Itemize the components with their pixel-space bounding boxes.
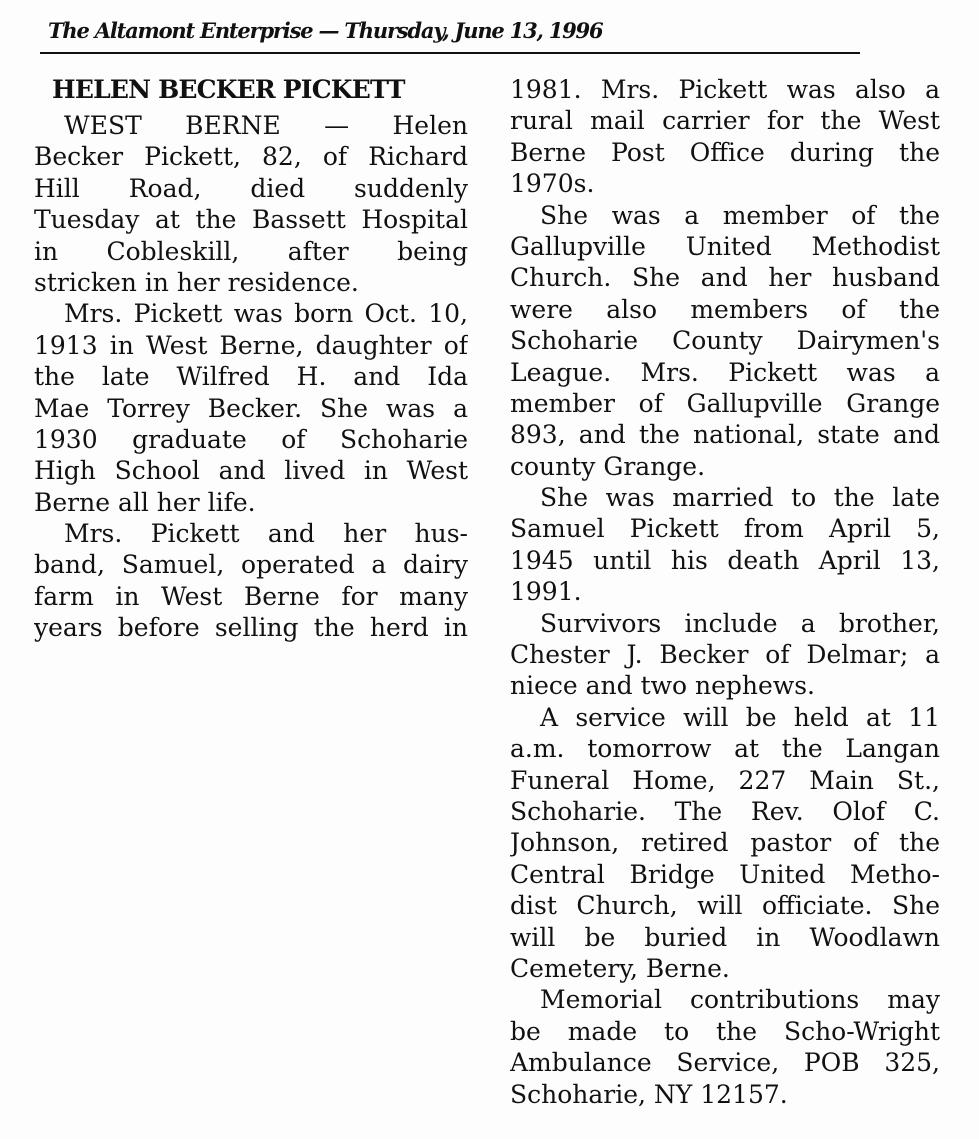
text-line: 1930 graduate of Schoharie — [34, 424, 468, 454]
masthead: The Altamont Enterprise — Thursday, June 13, 1996 — [48, 18, 603, 43]
text-line: in Cobleskill, after being — [34, 236, 468, 266]
text-line: 1991. — [510, 577, 582, 607]
text-line: be made to the Scho-Wright — [510, 1016, 940, 1046]
text-line: Mae Torrey Becker. She was a — [34, 393, 468, 423]
text-line: She was married to the late — [540, 483, 940, 513]
text-line: farm in West Berne for many — [34, 581, 468, 611]
text-line: Schoharie County Dairymen's — [510, 326, 940, 356]
text-line: Schoharie. The Rev. Olof C. — [510, 796, 940, 826]
text-line: dist Church, will officiate. She — [510, 891, 940, 921]
text-line: Funeral Home, 227 Main St., — [510, 765, 940, 795]
text-line: stricken in her residence. — [34, 267, 359, 297]
text-line: member of Gallupville Grange — [510, 388, 940, 418]
obituary-headline: HELEN BECKER PICKETT — [52, 75, 405, 104]
text-line: Gallupville United Methodist — [510, 231, 940, 261]
text-line: niece and two nephews. — [510, 671, 816, 701]
text-line: Johnson, retired pastor of the — [510, 828, 940, 858]
text-line: Mrs. Pickett and her hus- — [64, 519, 468, 549]
text-line: League. Mrs. Pickett was a — [510, 357, 940, 387]
text-line: rural mail carrier for the West — [510, 106, 940, 136]
text-line: Cemetery, Berne. — [510, 953, 730, 983]
text-line: Tuesday at the Bassett Hospital — [34, 205, 468, 235]
text-line: were also members of the — [510, 294, 940, 324]
text-line: the late Wilfred H. and Ida — [34, 362, 468, 392]
right-column — [510, 74, 940, 1110]
text-line: will be buried in Woodlawn — [510, 922, 940, 952]
text-line: Schoharie, NY 12157. — [510, 1079, 788, 1109]
text-line: WEST BERNE — Helen — [64, 111, 468, 140]
left-column — [34, 74, 468, 644]
text-line: 1970s. — [510, 169, 595, 199]
text-line: Hill Road, died suddenly — [34, 173, 468, 203]
text-line: Berne Post Office during the — [510, 137, 940, 167]
left-column-text — [34, 110, 468, 644]
text-line: Berne all her life. — [34, 487, 256, 517]
right-column-text — [510, 74, 940, 1110]
text-line: 1981. Mrs. Pickett was also a — [510, 75, 940, 104]
text-line: Chester J. Becker of Delmar; a — [510, 640, 940, 670]
text-line: Central Bridge United Metho- — [510, 859, 940, 889]
text-line: county Grange. — [510, 451, 706, 481]
text-line: 893, and the national, state and — [510, 420, 940, 450]
text-line: High School and lived in West — [34, 456, 468, 486]
text-line: Mrs. Pickett was born Oct. 10, — [64, 299, 468, 329]
text-line: band, Samuel, operated a dairy — [34, 550, 468, 580]
text-line: Memorial contributions may — [540, 985, 940, 1015]
text-line: Becker Pickett, 82, of Richard — [34, 142, 468, 172]
text-line: She was a member of the — [540, 200, 940, 230]
text-line: A service will be held at 11 — [540, 702, 940, 732]
text-line: Survivors include a brother, — [540, 608, 940, 638]
text-line: 1913 in West Berne, daughter of — [34, 330, 468, 360]
text-line: years before selling the herd in — [34, 613, 468, 643]
text-line: Ambulance Service, POB 325, — [510, 1048, 940, 1078]
masthead-rule — [40, 52, 860, 54]
text-line: a.m. tomorrow at the Langan — [510, 734, 940, 764]
text-line: 1945 until his death April 13, — [510, 545, 940, 575]
text-line: Church. She and her husband — [510, 263, 940, 293]
text-line: Samuel Pickett from April 5, — [510, 514, 940, 544]
